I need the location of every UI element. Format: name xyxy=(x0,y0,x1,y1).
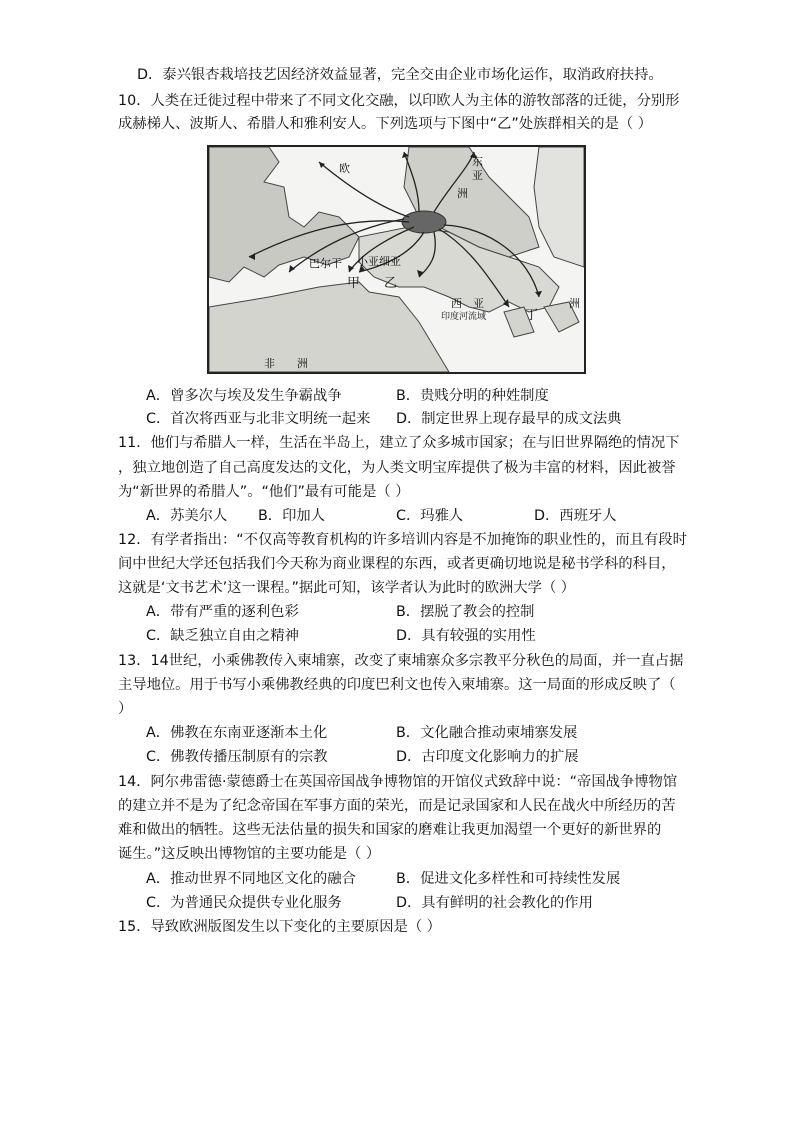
q11-option-c: C．玛雅人 xyxy=(396,508,464,524)
q14-stem-line2: 的建立并不是为了纪念帝国在军事方面的荣光，而是记录国家和人民在战火中所经历的苦 xyxy=(118,798,676,814)
map-label-yi: 乙 xyxy=(384,276,398,291)
q11-option-a: A．苏美尔人 xyxy=(146,508,228,524)
q13-stem-line1: 13．14世纪，小乘佛教传入柬埔寨，改变了柬埔寨众多宗教平分秋色的局面，并一直占据 xyxy=(118,653,684,669)
q12-option-a: A．带有严重的逐利色彩 xyxy=(146,604,299,620)
map-label-east-2: 亚 xyxy=(472,169,483,182)
q12-option-c: C．缺乏独立自由之精神 xyxy=(146,628,299,644)
q11-option-d: D．西班牙人 xyxy=(534,508,617,524)
q12-stem-line2: 间中世纪大学还包括我们今天称为商业课程的东西，或者更确切地说是秘书学科的科目， xyxy=(118,556,676,572)
q14-stem-line1: 14．阿尔弗雷德·蒙德爵士在英国帝国战争博物馆的开馆仪式致辞中说：“帝国战争博物馆 xyxy=(118,774,678,790)
q14-option-a: A．推动世界不同地区文化的融合 xyxy=(146,871,356,887)
q13-stem-line2: 主导地位。用于书写小乘佛教经典的印度巴利文也传入柬埔寨。这一局面的形成反映了（ xyxy=(118,677,676,693)
q10-option-a: A．曾多次与埃及发生争霸战争 xyxy=(146,388,342,404)
q14-option-c: C．为普通民众提供专业化服务 xyxy=(146,895,342,911)
q15-stem-line1: 15．导致欧洲版图发生以下变化的主要原因是（ ） xyxy=(118,919,441,935)
map-label-east-1: 东 xyxy=(472,155,483,168)
q13-option-d: D．古印度文化影响力的扩展 xyxy=(396,749,579,765)
q14-option-d: D．具有鲜明的社会教化的作用 xyxy=(396,895,593,911)
q12-option-d: D．具有较强的实用性 xyxy=(396,628,536,644)
q13-option-b: B．文化融合推动柬埔寨发展 xyxy=(396,725,578,741)
q12-option-b: B．摆脱了教会的控制 xyxy=(396,604,535,620)
q10-stem-line2: 成赫梯人、波斯人、希腊人和雅利安人。下列选项与下图中“乙”处族群相关的是（ ） xyxy=(118,116,653,132)
q10-option-b: B．贵贱分明的种姓制度 xyxy=(396,388,549,404)
map-label-africa: 非 洲 xyxy=(264,357,308,370)
q14-option-b: B．促进文化多样性和可持续性发展 xyxy=(396,871,621,887)
q11-stem-line3: 为“新世界的希腊人”。“他们”最有可能是（ ） xyxy=(118,484,410,500)
q13-stem-line3: ） xyxy=(118,701,133,717)
map-label-jia: 甲 xyxy=(347,276,361,291)
map-label-asia-minor: 小亚细亚 xyxy=(357,255,401,268)
q11-stem-line1: 11．他们与希腊人一样，生活在半岛上，建立了众多城市国家；在与旧世界隔绝的情况下 xyxy=(118,435,680,451)
map-label-ding: 丁 xyxy=(525,308,539,323)
map-label-east-3: 洲 xyxy=(457,187,468,200)
q12-stem-line1: 12．有学者指出：“不仅高等教育机构的许多培训内容是不加掩饰的职业性的，而且有段时 xyxy=(118,532,687,548)
q12-stem-line3: 这就是‘文书艺术’这一课程。”据此可知，该学者认为此时的欧洲大学（ ） xyxy=(118,580,576,596)
q11-option-b: B．印加人 xyxy=(258,508,325,524)
map-label-balkan: 巴尔干 xyxy=(309,257,342,270)
q13-option-c: C．佛教传播压制原有的宗教 xyxy=(146,749,328,765)
q9-option-d: D．泰兴银杏栽培技艺因经济效益显著，完全交由企业市场化运作，取消政府扶持。 xyxy=(137,67,663,83)
q10-option-c: C．首次将西亚与北非文明统一起来 xyxy=(146,411,371,427)
q11-stem-line2: ，独立地创造了自己高度发达的文化，为人类文明宝库提供了极为丰富的材料，因此被誉 xyxy=(118,460,676,476)
map-label-indus: 印度河流域 xyxy=(441,312,487,322)
q13-option-a: A．佛教在东南亚逐渐本土化 xyxy=(146,725,328,741)
map-label-continent: 洲 xyxy=(569,297,580,310)
map-label-europe: 欧 xyxy=(339,162,350,175)
q14-stem-line4: 诞生。”这反映出博物馆的主要功能是（ ） xyxy=(118,846,381,862)
q14-stem-line3: 难和做出的牺牲。这些无法估量的损失和国家的磨难让我更加渴望一个更好的新世界的 xyxy=(118,822,662,838)
map-label-west-asia: 西 亚 xyxy=(451,297,484,310)
q10-option-d: D．制定世界上现存最早的成文法典 xyxy=(396,411,622,427)
migration-map xyxy=(207,145,586,374)
q10-stem-line1: 10．人类在迁徙过程中带来了不同文化交融，以印欧人为主体的游牧部落的迁徙，分别形 xyxy=(118,93,680,109)
